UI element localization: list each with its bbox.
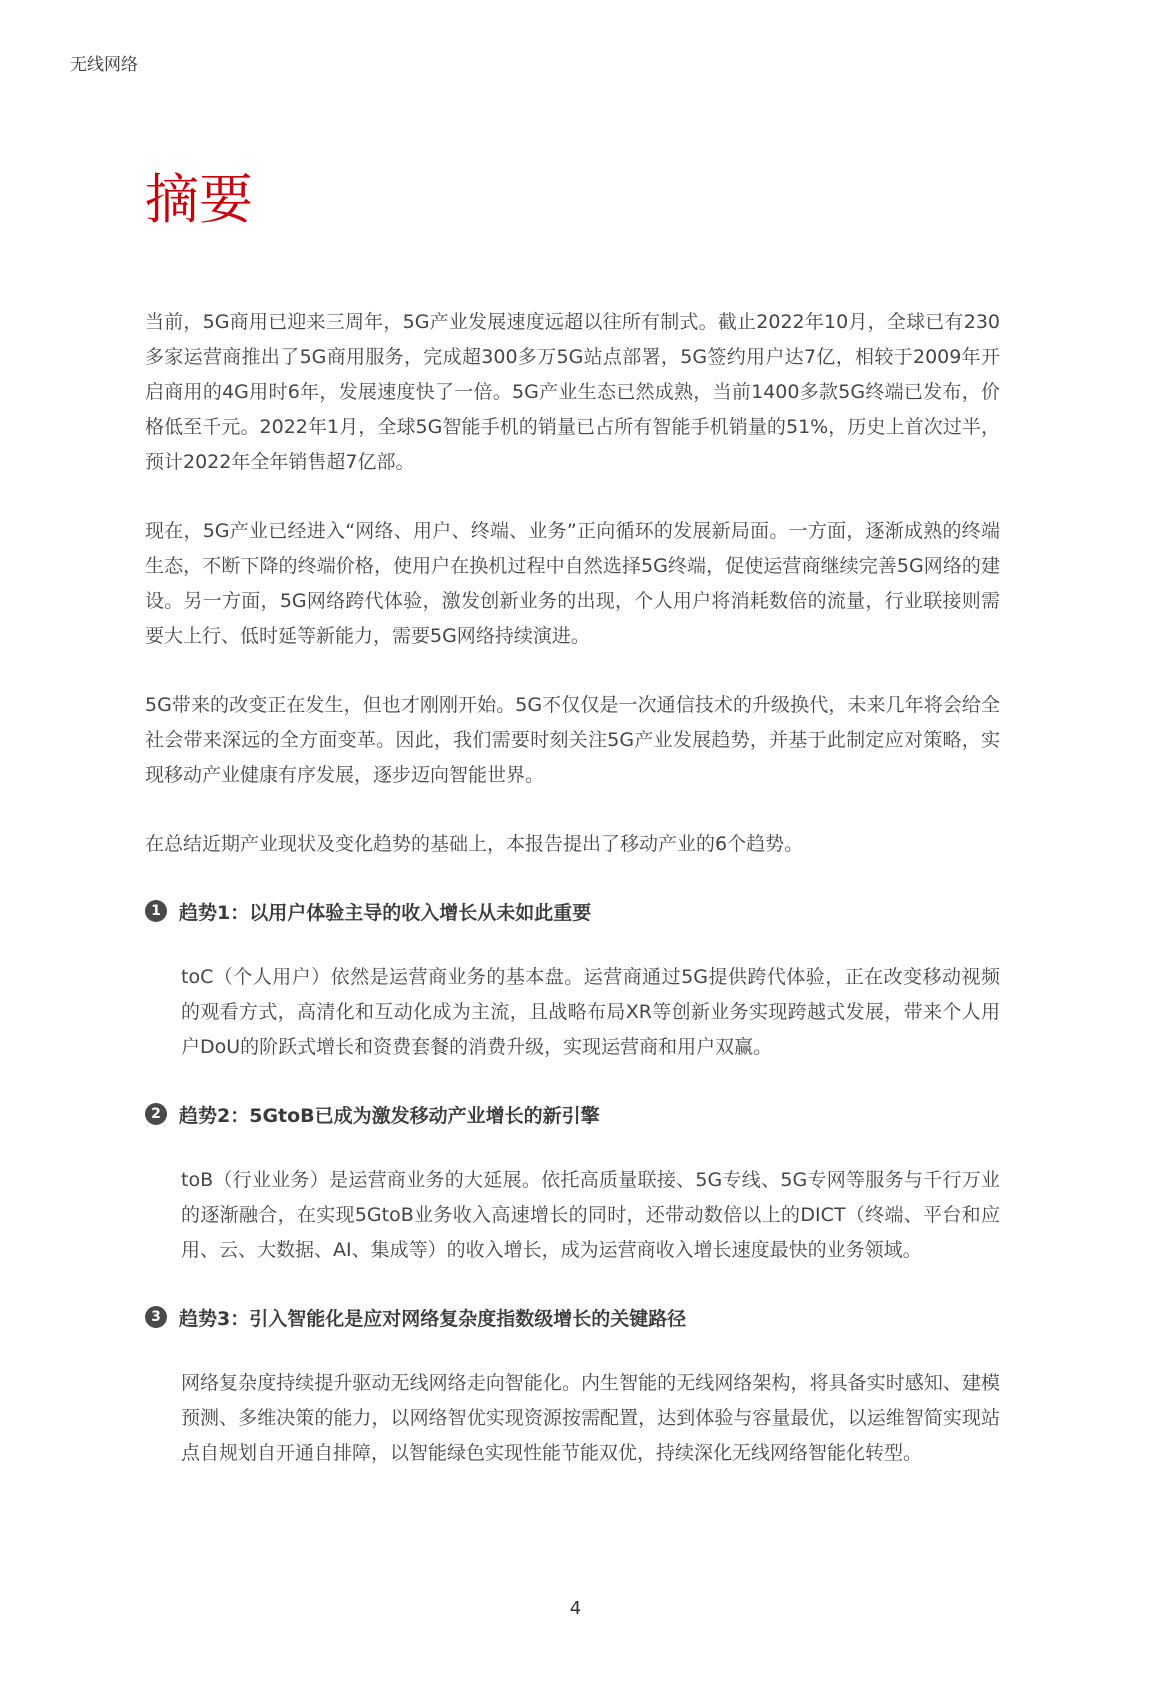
trend-3-body: 网络复杂度持续提升驱动无线网络走向智能化。内生智能的无线网络架构，将具备实时感知、建模预测、多维决策的能力，以网络智优实现资源按需配置，达到体验与容量最优，以运维智简实现站点自规划自开通自排障，以智能绿色实现性能节能双优，持续深化无线网络智能化转型。: [181, 1372, 1000, 1464]
paragraph-4: 在总结近期产业现状及变化趋势的基础上，本报告提出了移动产业的6个趋势。: [145, 833, 804, 855]
trend-2-title: 趋势2：5GtoB已成为激发移动产业增长的新引擎: [179, 1104, 600, 1127]
trend-2-number-badge: 2: [145, 1103, 167, 1125]
trend-1-title: 趋势1：以用户体验主导的收入增长从未如此重要: [179, 901, 592, 924]
main-content: [145, 305, 1000, 1505]
trend-3-heading: [145, 1302, 1000, 1332]
page-number: 4: [569, 1598, 582, 1619]
trend-2-heading: [145, 1099, 1000, 1129]
paragraph-2: 现在，5G产业已经进入“网络、用户、终端、业务”正向循环的发展新局面。一方面，逐渐成熟的终端生态，不断下降的终端价格，使用户在换机过程中自然选择5G终端，促使运营商继续完善5G网络的建设。另一方面，5G网络跨代体验，激发创新业务的出现，个人用户将消耗数倍的流量，行业联接则需要大上行、低时延等新能力，需要5G网络持续演进。: [145, 520, 1000, 647]
trend-3-number-badge: 3: [145, 1306, 167, 1328]
page-title: 摘要: [145, 168, 253, 231]
trend-1-number-badge: 1: [145, 900, 167, 922]
trend-3-title: 趋势3：引入智能化是应对网络复杂度指数级增长的关键路径: [179, 1307, 687, 1330]
trend-2-body: toB（行业业务）是运营商业务的大延展。依托高质量联接、5G专线、5G专网等服务与千行万业的逐渐融合，在实现5GtoB业务收入高速增长的同时，还带动数倍以上的DICT（终端、平台和应用、云、大数据、AI、集成等）的收入增长，成为运营商收入增长速度最快的业务领域。: [181, 1169, 1000, 1261]
paragraph-3: 5G带来的改变正在发生，但也才刚刚开始。5G不仅仅是一次通信技术的升级换代，未来几年将会给全社会带来深远的全方面变革。因此，我们需要时刻关注5G产业发展趋势，并基于此制定应对策略，实现移动产业健康有序发展，逐步迈向智能世界。: [145, 694, 1000, 786]
paragraph-1: 当前，5G商用已迎来三周年，5G产业发展速度远超以往所有制式。截止2022年10月，全球已有230多家运营商推出了5G商用服务，完成超300多万5G站点部署，5G签约用户达7亿，相较于2009年开启商用的4G用时6年，发展速度快了一倍。5G产业生态已然成熟，当前1400多款5G终端已发布，价格低至千元。2022年1月，全球5G智能手机的销量已占所有智能手机销量的51%，历史上首次过半，预计2022年全年销售超7亿部。: [145, 311, 1000, 473]
trend-1-body: toC（个人用户）依然是运营商业务的基本盘。运营商通过5G提供跨代体验，正在改变移动视频的观看方式，高清化和互动化成为主流，且战略布局XR等创新业务实现跨越式发展，带来个人用户DoU的阶跃式增长和资费套餐的消费升级，实现运营商和用户双赢。: [181, 966, 1000, 1058]
running-header: 无线网络: [70, 55, 138, 75]
trend-1-heading: [145, 896, 1000, 926]
